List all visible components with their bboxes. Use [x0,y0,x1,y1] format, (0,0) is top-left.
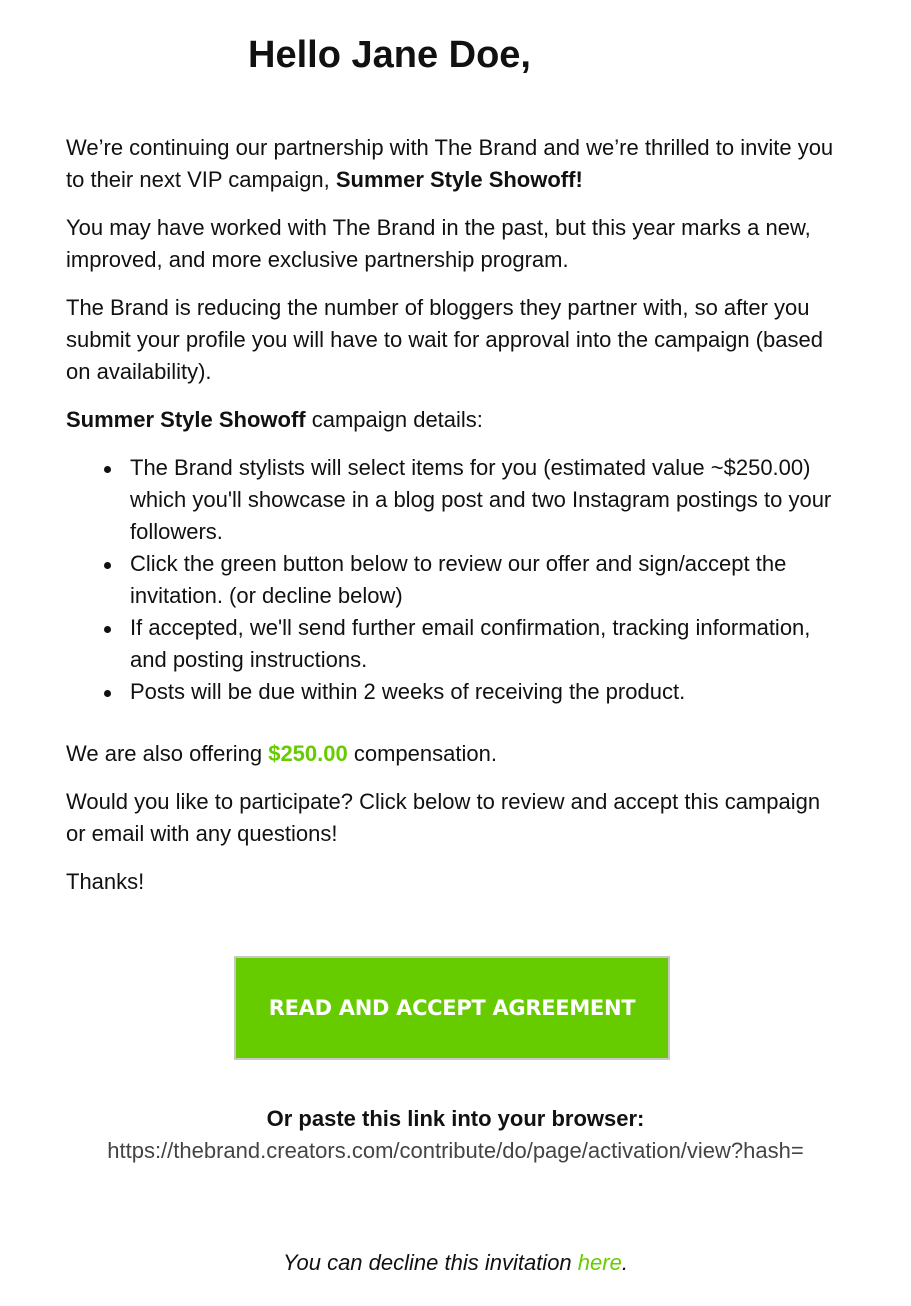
thanks-text: Thanks! [66,869,145,894]
decline-suffix: . [621,1250,628,1275]
decline-invitation-text [0,1248,911,1278]
campaign-name: Summer Style Showoff! [335,167,583,192]
campaign-details-list [66,452,841,708]
intro-paragraph [66,132,841,196]
details-campaign-name: Summer Style Showoff [66,407,306,432]
details-heading [66,404,841,436]
activation-url[interactable]: https://thebrand.creators.com/contribute/do/page/activation/view?hash= [107,1138,804,1163]
list-item: Posts will be due within 2 weeks of receiving the product. [130,676,841,708]
compensation-suffix: compensation. [347,741,497,766]
participate-paragraph: Would you like to participate? Click below to review and accept this campaign or email with any questions! [66,789,821,846]
list-item: The Brand stylists will select items for you (estimated value ~$250.00) which you'll showcase in a blog post and two Instagram postings to your followers. [130,452,841,548]
approval-paragraph: The Brand is reducing the number of bloggers they partner with, so after you submit your profile you will have to wait for approval into the campaign (based on availability). [66,295,823,384]
intro-text: We’re continuing our partnership with The Brand and we’re thrilled to invite you to their next VIP campaign, [66,135,834,192]
list-item: If accepted, we'll send further email confirmation, tracking information, and posting instructions. [130,612,841,676]
details-heading-text: campaign details: [305,407,483,432]
compensation-amount: $250.00 [268,741,348,766]
greeting-heading: Hello Jane Doe, [248,34,531,76]
accept-agreement-button[interactable]: READ AND ACCEPT AGREEMENT [234,956,670,1060]
decline-link[interactable]: here [577,1250,622,1275]
list-item: Click the green button below to review our offer and sign/accept the invitation. (or decline below) [130,548,841,612]
history-paragraph: You may have worked with The Brand in the past, but this year marks a new, improved, and more exclusive partnership program. [66,215,811,272]
message-text [66,132,841,914]
decline-prefix: You can decline this invitation [283,1250,578,1275]
compensation-paragraph [66,738,841,770]
compensation-prefix: We are also offering [66,741,269,766]
paste-link-label: Or paste this link into your browser: [266,1106,645,1131]
